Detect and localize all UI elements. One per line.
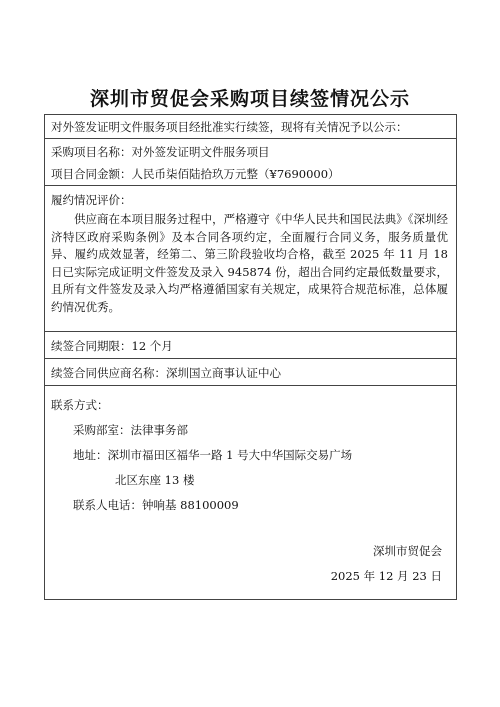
contact-section [45, 386, 456, 601]
contact-person-label: 联系人电话： [73, 498, 142, 512]
address-value-line1: 深圳市福田区福华一路 1 号大中华国际交易广场 [107, 448, 353, 462]
signature-date: 2025 年 12 月 23 日 [330, 569, 442, 583]
signature-org: 深圳市贸促会 [373, 544, 442, 558]
contact-label: 联系方式： [51, 398, 109, 412]
supplier-label: 续签合同供应商名称： [51, 366, 166, 380]
project-amount-line [51, 165, 456, 183]
project-name-value: 对外签发证明文件服务项目 [131, 145, 270, 159]
project-amount-value: 人民币柒佰陆拾玖万元整（¥7690000） [131, 167, 340, 181]
term-row [45, 332, 456, 359]
term-value: 12 个月 [131, 339, 173, 353]
address-label: 地址： [73, 448, 108, 462]
supplier-row [45, 359, 456, 386]
address-value-line2: 北区东座 13 楼 [115, 473, 195, 487]
term-label: 续签合同期限： [51, 339, 132, 353]
contact-person-value: 钟响基 88100009 [142, 498, 239, 512]
project-name-line [51, 143, 456, 161]
dept-label: 采购部室： [73, 423, 131, 437]
project-name-label: 采购项目名称： [51, 145, 132, 159]
dept-line [51, 421, 456, 439]
dept-value: 法律事务部 [130, 423, 188, 437]
term-line [51, 337, 456, 355]
evaluation-row [45, 186, 456, 332]
project-amount-label: 项目合同金额： [51, 167, 132, 181]
supplier-value: 深圳国立商事认证中心 [166, 366, 281, 380]
evaluation-label: 履约情况评价： [51, 193, 132, 207]
intro-row [45, 115, 456, 139]
intro-text: 对外签发证明文件服务项目经批准实行续签，现将有关情况予以公示： [51, 120, 408, 134]
notice-table [44, 114, 457, 600]
address-line [51, 446, 456, 464]
evaluation-text: 供应商在本项目服务过程中，严格遵守《中华人民共和国民法典》《深圳经济特区政府采购条例》及本合同各项约定，全面履行合同义务，服务质量优异、履约成效显著，经第二、第三阶段验收均合格，截至 2025 年 11 月 18 日已实际完成证明文件签发及录入 945874 份，超出合同约定最低数量要求，且所有文件签发及录入均严格遵循国家有关规定，成果符合规范标准，总体履约情况优秀。 [51, 212, 448, 314]
supplier-line [51, 364, 456, 382]
page-title: 深圳市贸促会采购项目续签情况公示 [89, 88, 410, 110]
contact-person-line [51, 496, 456, 514]
project-row [45, 139, 456, 186]
